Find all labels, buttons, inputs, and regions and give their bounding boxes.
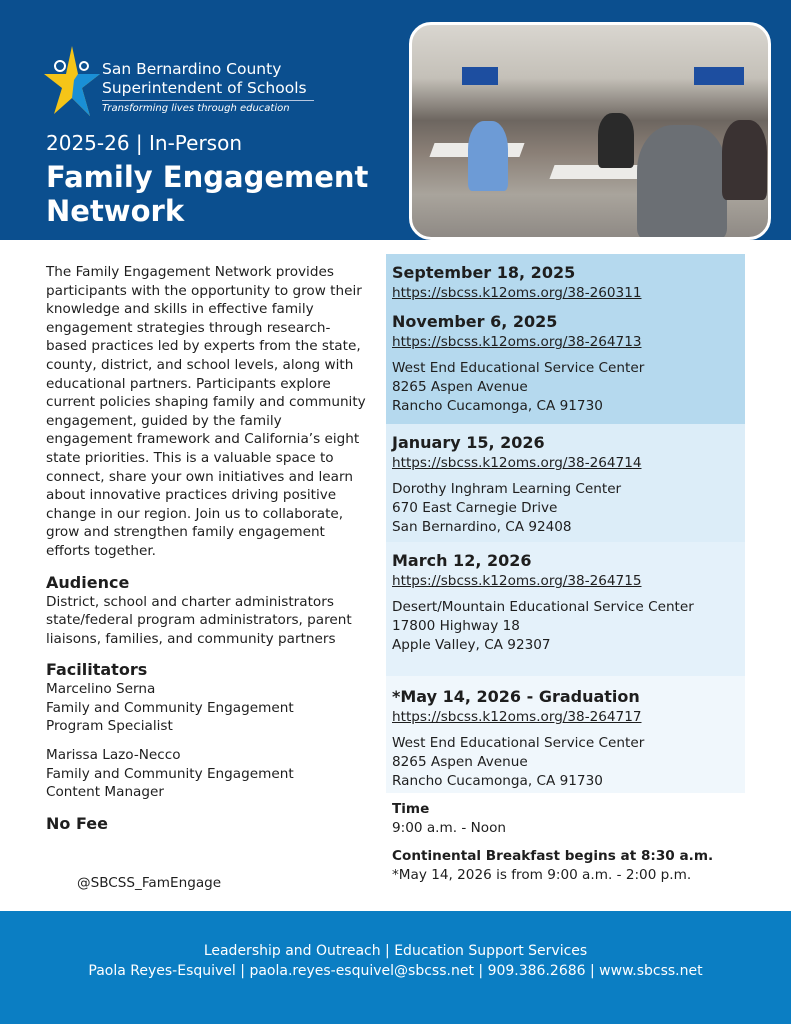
contact-phone: 909.386.2686	[487, 963, 586, 979]
sbcss-logo	[44, 44, 324, 120]
address-line: 17800 Highway 18	[392, 618, 520, 634]
star-logo-icon	[44, 44, 102, 120]
session-address	[392, 480, 739, 537]
session-block	[386, 676, 745, 793]
logo-tagline: Transforming lives through education	[102, 103, 290, 114]
graduation-time-note: *May 14, 2026 is from 9:00 a.m. - 2:00 p.m.	[392, 867, 692, 883]
meeting-photo	[409, 22, 771, 240]
session-address	[392, 734, 739, 791]
address-line: West End Educational Service Center	[392, 735, 645, 751]
audience-heading: Audience	[46, 572, 130, 592]
address-line: 670 East Carnegie Drive	[392, 500, 558, 516]
time-section	[392, 800, 752, 885]
address-line: San Bernardino, CA 92408	[392, 519, 572, 535]
audience-text: District, school and charter administrators state/federal program administrators, parent liaisons, families, and community partners	[46, 593, 352, 647]
session-block	[386, 424, 745, 542]
description-column	[46, 263, 366, 834]
facilitator-name: Marissa Lazo-Necco	[46, 747, 181, 764]
breakfast-note: Continental Breakfast begins at 8:30 a.m.	[392, 848, 714, 864]
sessions-column	[386, 254, 745, 793]
facilitators-heading: Facilitators	[46, 660, 148, 680]
header-banner	[0, 0, 791, 240]
subtitle: 2025-26 | In-Person	[46, 131, 243, 155]
footer-department: Leadership and Outreach | Education Support Services	[203, 943, 588, 959]
session-block	[386, 254, 745, 424]
contact-name: Paola Reyes-Esquivel	[88, 963, 236, 979]
address-line: Apple Valley, CA 92307	[392, 637, 551, 653]
facilitator-role: Family and Community Engagement Program Specialist	[46, 699, 294, 735]
session-block	[386, 542, 745, 676]
session-date: March 12, 2026	[392, 551, 532, 570]
logo-divider	[102, 100, 314, 101]
address-line: 8265 Aspen Avenue	[392, 754, 528, 770]
fee-heading: No Fee	[46, 813, 108, 833]
social-handle: @SBCSS_FamEngage	[77, 875, 222, 891]
session-date: January 15, 2026	[392, 433, 545, 452]
session-date: September 18, 2025	[392, 263, 576, 282]
website-link[interactable]: www.sbcss.net	[599, 963, 703, 979]
session-address	[392, 598, 739, 655]
facilitator-role: Family and Community Engagement Content Manager	[46, 765, 294, 801]
address-line: Desert/Mountain Educational Service Center	[392, 599, 694, 615]
session-address	[392, 359, 739, 416]
logo-line2: Superintendent of Schools	[102, 79, 307, 97]
registration-link[interactable]: https://sbcss.k12oms.org/38-260311	[392, 285, 642, 301]
footer-contact	[0, 961, 791, 981]
address-line: Dorothy Inghram Learning Center	[392, 481, 622, 497]
registration-link[interactable]: https://sbcss.k12oms.org/38-264713	[392, 334, 642, 350]
logo-line1: San Bernardino County	[102, 60, 282, 78]
registration-link[interactable]: https://sbcss.k12oms.org/38-264714	[392, 455, 642, 471]
address-line: West End Educational Service Center	[392, 360, 645, 376]
session-date: November 6, 2025	[392, 312, 558, 331]
intro-text: The Family Engagement Network provides participants with the opportunity to grow their knowledge and skills in effective family engagement strategies through research-based practices led by experts from the state, county, district, and school levels, along with educational partners. Participants explore current policies shaping family and community engagement, guided by the family engagement framework and California’s eight state priorities. This is a valuable space to connect, share your own initiatives and learn about innovative practices driving positive change in our region. Join us to collaborate, grow and strengthen family engagement efforts together.	[46, 264, 366, 559]
registration-link[interactable]: https://sbcss.k12oms.org/38-264717	[392, 709, 642, 725]
contact-email-link[interactable]: paola.reyes-esquivel@sbcss.net	[249, 963, 474, 979]
address-line: 8265 Aspen Avenue	[392, 379, 528, 395]
registration-link[interactable]: https://sbcss.k12oms.org/38-264715	[392, 573, 642, 589]
time-heading: Time	[392, 801, 430, 817]
time-value: 9:00 a.m. - Noon	[392, 820, 507, 836]
address-line: Rancho Cucamonga, CA 91730	[392, 773, 603, 789]
footer	[0, 911, 791, 1024]
separator: |	[473, 963, 488, 979]
address-line: Rancho Cucamonga, CA 91730	[392, 398, 603, 414]
session-date: *May 14, 2026 - Graduation	[392, 687, 640, 706]
separator: |	[235, 963, 250, 979]
facilitator-name: Marcelino Serna	[46, 681, 156, 698]
separator: |	[585, 963, 600, 979]
page-title: Family Engagement Network	[46, 160, 369, 228]
